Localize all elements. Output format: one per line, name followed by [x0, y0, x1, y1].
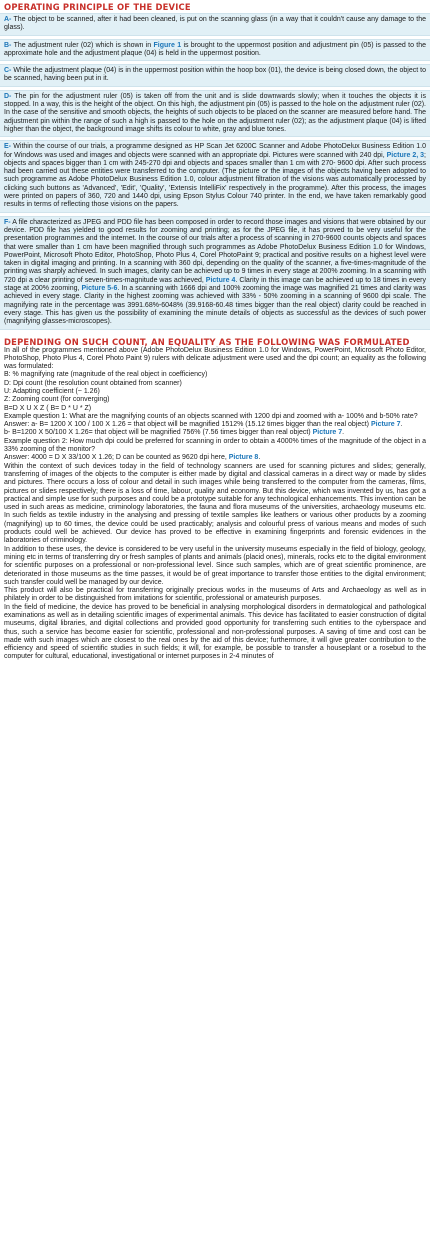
paragraph-text: The pin for the adjustment ruler (05) is taken off from the unit and is slide downwards slowly; when it touches the objects it is stopped. In a way, this is the height of the object. On this high, the adjustment pin (05) is passed to the hole on the adjustment ruler (02). In the case of the sensitive and smooth objects, the heights of such objects to be placed on the scanner are measured before hand. The adjustment pin within the range of such a high is passed to the hole on the adjustment ruler (02); as the adjustment plaque (04) is lifted higher than the object, the background image shifts its colour to white, gray and blue tones.: [4, 92, 426, 133]
definition-z: Z: Zooming count (for converging): [4, 396, 110, 404]
paragraph-label: D-: [4, 92, 12, 100]
body-paragraph-3: This product will also be practical for transferring originally precious works in the museums of Arts and Archaeology as well as in philately in order to be distinguished from imitations for scientific, professional or amateurish purposes.: [4, 587, 426, 603]
paragraph-text: The adjustment ruler (02) which is shown in: [13, 41, 154, 49]
answer-text: .: [400, 421, 403, 429]
paragraph-a: [4, 16, 426, 33]
answer-1b: [4, 429, 426, 437]
paragraph-text: ; objects and spaces bigger than 1 cm with 245-270 dpi and objects and spaces smaller than 1 cm with 270- 9600 dpi. After such process had been carried out these entities were transferred to the computer. (The picture or the images of the objects having been adopted to such programme as Adobe PhotoDelux Business Edition 1.0, colour adjustment filtration of the visions was automatically processed by clicking such buttons as 'Advanced', 'Edit', 'Quality', 'Extensis IntelliFix' respectively in the programme). After this process, the images were printed on papers of 360, 720 and 1440 dpi, using Epson Stylus Colour 740 printer. In the end, we have taken remarkably good results in terms of reflecting those visions on the papers.: [4, 151, 426, 209]
body-paragraph-4: In the field of medicine, the device has proved to be beneficial in analysing morphological disorders in dermatological and pathological examinations as well as in detailing scientific images of experimental animals. This device has facilitated to easier construction of digital museums, digital libraries, and digital collections and provided good opportunity for transferring such entities to the cyberspace and thus, such a service has become easier for scientific, professional and non-professional purposes. A saving of time and cost can be made with such images which are closest to the real ones by the aid of this device; furthermore, it will give greater contribution to the efficiency and speed of scientific studies in such fields; it will, for example, be possible to transfer a houseplant or a rosebud to the computer for cultural, educational, investigational or internet purposes in 2-4 minutes of: [4, 603, 426, 661]
section-heading-equality: DEPENDING ON SUCH COUNT, AN EQUALITY AS THE FOLLOWING WAS FORMULATED: [4, 336, 410, 347]
paragraph-label: A-: [4, 16, 12, 23]
paragraph-text: . Clarity in this image can be achieved up to 18 times in every stage at 200% zooming,: [4, 276, 427, 293]
paragraph-f-box: [0, 216, 430, 330]
answer-2: [4, 454, 426, 462]
paragraph-d: [4, 93, 426, 134]
paragraph-text: A file characterized as JPEG and PDD file has been composed in order to record those images and visions that were obtained by our device. PDD file has yielded to good results for zooming and printing; as for the JPEG file, it has proved to be very useful for the presentation programmes and the internet. In the course of our trials after a process of scanning in 270-9600 counts objects and spaces that were smaller than 1 cm have been magnified through such programmes as Adobe PhotoDelux Business Edition 1.0 for Windows, PowerPoint, Microsoft Photo Editor, PhotoShop, Photo Plus 4, Corel PhotoPaint 9; practical and positive results on a highest level were taken in digital imaging and printing. In a scanning with 360 dpi, depending on the quality of the scanner, a five-times-magnitude of the printing was sharply achieved. In such images, clarity can be achieved up to 9 times in every stage at 200% zooming. In a scanning with 720 dpi a clear printing of seven-times-magnitude was achieved,: [4, 218, 427, 284]
paragraph-text: . In a scanning with 1666 dpi and 100% zooming the image was magnified 21 times and clarity was achieved in every stage. Clarity in the highest zooming was achieved with 33% - 50% zooming in a scanning of 9600 dpi scale. The magnifying rate in the percentage was 3991.68%-6048% (39.9168-60.48 times bigger than the real object) clarity could be reached in every stage. This has given us the possibility of examining the minute details of objects as successful as the devices of such power (magnifying glasses-microscopes).: [4, 285, 426, 326]
picture-reference: Picture 2, 3: [386, 151, 425, 159]
answer-text: .: [342, 429, 345, 437]
answer-text: Answer: a- B= 1200 X 100 / 100 X 1.26 = that object will be magnified 1512% (15.12 times bigger than the real object): [4, 421, 371, 429]
figure-reference: Figure 1: [153, 41, 182, 49]
definition-d: D: Dpi count (the resolution count obtained from scanner): [4, 379, 182, 387]
picture-reference: Picture 5-6: [81, 285, 118, 293]
formula-section: [0, 347, 430, 662]
answer-text: Answer: 4000 = D X 33/100 X 1.26; D can be counted as 9620 dpi here,: [4, 454, 229, 462]
paragraph-c: [4, 67, 426, 84]
paragraph-b: [4, 42, 426, 59]
paragraph-d-box: [0, 90, 430, 137]
paragraph-text: The object to be scanned, after it had been cleaned, is put on the scanning glass (in a way that it couldn't cause any damage to the glass).: [4, 16, 427, 32]
body-paragraph-1: Within the context of such devices today in the field of technology scanners are used for scanning pictures and slides; generally, transferring of images of the objects to the computer is either made by digital and classical cameras in a direct way or made by slides and pictures. There occurs a loss of colour and detail in such images while being transferred to the computer from the cameras, films, pictures or slides respectively; there is a loss of time, labour, quality and economy. But this device, which was invented by us, has got a practical and simple use for such purposes and could be a prototype suitable for any technological enhancements. This invention can be used in such areas as medicine, criminology laboratories, the fauna and flora museums of the universities, archaeology museums etc. In such fields as textile industry in the analysing and pressing of textile samples like leathers or various other products by a zooming (magnifying) up to 60 times, the device could be used practicably; analysis and colourful press of various means and modes of such products could well be achieved. Our device has proved to be effective in examining fingerprints and forensic evidences in the laboratories of criminology.: [4, 462, 426, 545]
paragraph-text: Within the course of our trials, a programme designed as HP Scan Jet 6200C Scanner and Adobe PhotoDelux Business Edition 1.0 for Windows was used and images and objects were scanned with an appropriate dpi. Pictures were scanned with 240 dpi,: [4, 143, 426, 159]
example-question-2: Example question 2: How much dpi could be preferred for scanning in order to obtain a 4000% times of the magnitude of the object in a 33% zooming of the monitor?: [4, 437, 426, 454]
picture-reference: Picture 7: [370, 421, 401, 429]
paragraph-b-box: [0, 39, 430, 62]
paragraph-label: E-: [4, 143, 11, 151]
paragraph-f: [4, 219, 426, 327]
example-question-1: Example question 1: What are the magnifying counts of an objects scanned with 1200 dpi and zoomed with a- 100% and b-50% rate?: [4, 412, 418, 420]
paragraph-label: B-: [4, 41, 12, 49]
formula-equation: B=D X U X Z ( B= D * U * Z): [4, 404, 92, 412]
definition-b: B: % magnifying rate (magnitude of the real object in coefficiency): [4, 371, 208, 379]
paragraph-a-box: [0, 13, 430, 36]
paragraph-e-box: [0, 140, 430, 212]
body-paragraph-2: In addition to these uses, the device is considered to be very useful in the university museums especially in the field of biology, geology, mining etc in terms of transferring dry or fresh samples of plants and animals (placid ones), minerals, rocks etc to the digital environment for scientific purposes on a professional or non-professional level. Since such samples, which are of great scientific prominence, are deteriorated in those museums as the time passes, it would be of great importance to transfer those entities to the digital environment; such transfer could well be managed by our device.: [4, 545, 426, 586]
paragraph-text: is brought to the uppermost position and adjustment pin (05) is passed to the approximate hole and the adjustment plaque (04) is held in the uppermost position.: [4, 41, 427, 57]
picture-reference: Picture 8: [228, 454, 259, 462]
answer-text: b- B=1200 X 50/100 X 1.26= that object will be magnified 756% (7.56 times bigger than real object): [4, 429, 313, 437]
picture-reference: Picture 7: [312, 429, 343, 437]
answer-text: .: [258, 454, 261, 462]
definition-u: U: Adapting coefficient (~ 1.26): [4, 387, 100, 395]
paragraph-e: [4, 143, 426, 209]
picture-reference: Picture 4: [205, 276, 236, 284]
paragraph-label: F-: [4, 218, 11, 226]
section-heading-operating-principle: OPERATING PRINCIPLE OF THE DEVICE: [4, 2, 191, 12]
paragraph-text: While the adjustment plaque (04) is in the uppermost position within the hoop box (01), the device is being closed down, the object to be scanned, having been put in it.: [4, 67, 426, 83]
formula-intro: In all of the programmes mentioned above (Adobe PhotoDelux Business Edition 1.0 for Windows, PowerPoint, Microsoft Photo Editor, PhotoShop, Photo Plus 4, Corel Photo Paint 9) rulers with delicate adjustment were used and the dpi count; an equality as the following was formulated:: [4, 346, 426, 371]
paragraph-label: C-: [4, 67, 12, 75]
answer-1a: [4, 421, 426, 429]
paragraph-c-box: [0, 64, 430, 87]
